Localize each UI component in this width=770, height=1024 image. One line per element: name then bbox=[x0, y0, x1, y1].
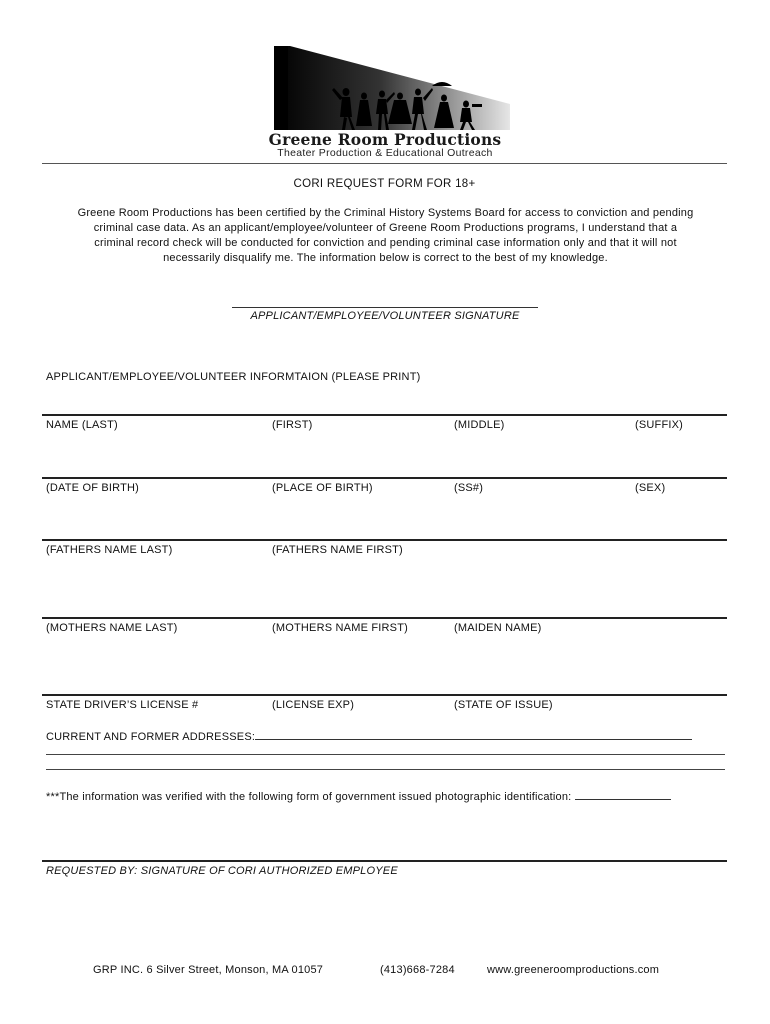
field-row-rule bbox=[42, 477, 727, 479]
name-last-label: NAME (LAST) bbox=[46, 419, 118, 431]
field-row-rule bbox=[42, 617, 727, 619]
authorized-signature-line[interactable] bbox=[42, 860, 727, 862]
ssn-label: (SS#) bbox=[454, 482, 484, 494]
brand-name: Greene Room Productions bbox=[268, 130, 502, 149]
date-of-birth-label: (DATE OF BIRTH) bbox=[46, 482, 140, 494]
field-row-rule bbox=[42, 539, 727, 541]
id-verification-input-line[interactable] bbox=[575, 789, 671, 800]
intro-line: necessarily disqualify me. The information below is correct to the best of my knowledge. bbox=[163, 252, 608, 264]
mothers-name-last-label: (MOTHERS NAME LAST) bbox=[46, 622, 178, 634]
field-row-rule bbox=[42, 414, 727, 416]
footer-website: www.greeneroomproductions.com bbox=[487, 964, 660, 976]
intro-paragraph bbox=[44, 206, 727, 266]
requested-by-label: REQUESTED BY: SIGNATURE OF CORI AUTHORIZED EMPLOYEE bbox=[46, 865, 398, 877]
name-middle-label: (MIDDLE) bbox=[454, 419, 505, 431]
footer-address: GRP INC. 6 Silver Street, Monson, MA 01057 bbox=[93, 964, 324, 976]
id-verification-text: ***The information was verified with the following form of government issued photographic identification: bbox=[46, 791, 572, 803]
name-suffix-label: (SUFFIX) bbox=[635, 419, 684, 431]
intro-line: criminal case data. As an applicant/employee/volunteer of Greene Room Productions programs, I understand that a bbox=[93, 222, 678, 234]
fathers-name-last-label: (FATHERS NAME LAST) bbox=[46, 544, 173, 556]
field-row-rule bbox=[42, 694, 727, 696]
applicant-signature-line[interactable] bbox=[232, 307, 538, 308]
form-title: CORI REQUEST FORM FOR 18+ bbox=[293, 178, 476, 190]
maiden-name-label: (MAIDEN NAME) bbox=[454, 622, 542, 634]
brand-tagline: Theater Production & Educational Outreach bbox=[277, 147, 493, 159]
name-first-label: (FIRST) bbox=[272, 419, 313, 431]
intro-line: criminal record check will be conducted for conviction and pending criminal case information only and that it will not bbox=[94, 237, 677, 249]
fathers-name-first-label: (FATHERS NAME FIRST) bbox=[272, 544, 403, 556]
addresses-input-line[interactable] bbox=[46, 769, 725, 770]
place-of-birth-label: (PLACE OF BIRTH) bbox=[272, 482, 373, 494]
addresses-label: CURRENT AND FORMER ADDRESSES: bbox=[46, 731, 256, 743]
addresses-input-line[interactable] bbox=[46, 754, 725, 755]
sex-label: (SEX) bbox=[635, 482, 666, 494]
state-of-issue-label: (STATE OF ISSUE) bbox=[454, 699, 553, 711]
license-exp-label: (LICENSE EXP) bbox=[272, 699, 355, 711]
section-heading: APPLICANT/EMPLOYEE/VOLUNTEER INFORMTAION (PLEASE PRINT) bbox=[46, 371, 421, 383]
addresses-field bbox=[46, 729, 692, 743]
id-verification-field bbox=[46, 789, 671, 803]
applicant-signature-label: APPLICANT/EMPLOYEE/VOLUNTEER SIGNATURE bbox=[250, 310, 520, 322]
mothers-name-first-label: (MOTHERS NAME FIRST) bbox=[272, 622, 408, 634]
intro-line: Greene Room Productions has been certified by the Criminal History Systems Board for access to conviction and pending bbox=[77, 207, 694, 219]
header-divider bbox=[42, 163, 727, 164]
addresses-input-line[interactable] bbox=[255, 729, 692, 740]
spotlight-performers-graphic bbox=[260, 42, 520, 137]
footer-phone: (413)668-7284 bbox=[380, 964, 455, 976]
drivers-license-label: STATE DRIVER’S LICENSE # bbox=[46, 699, 199, 711]
